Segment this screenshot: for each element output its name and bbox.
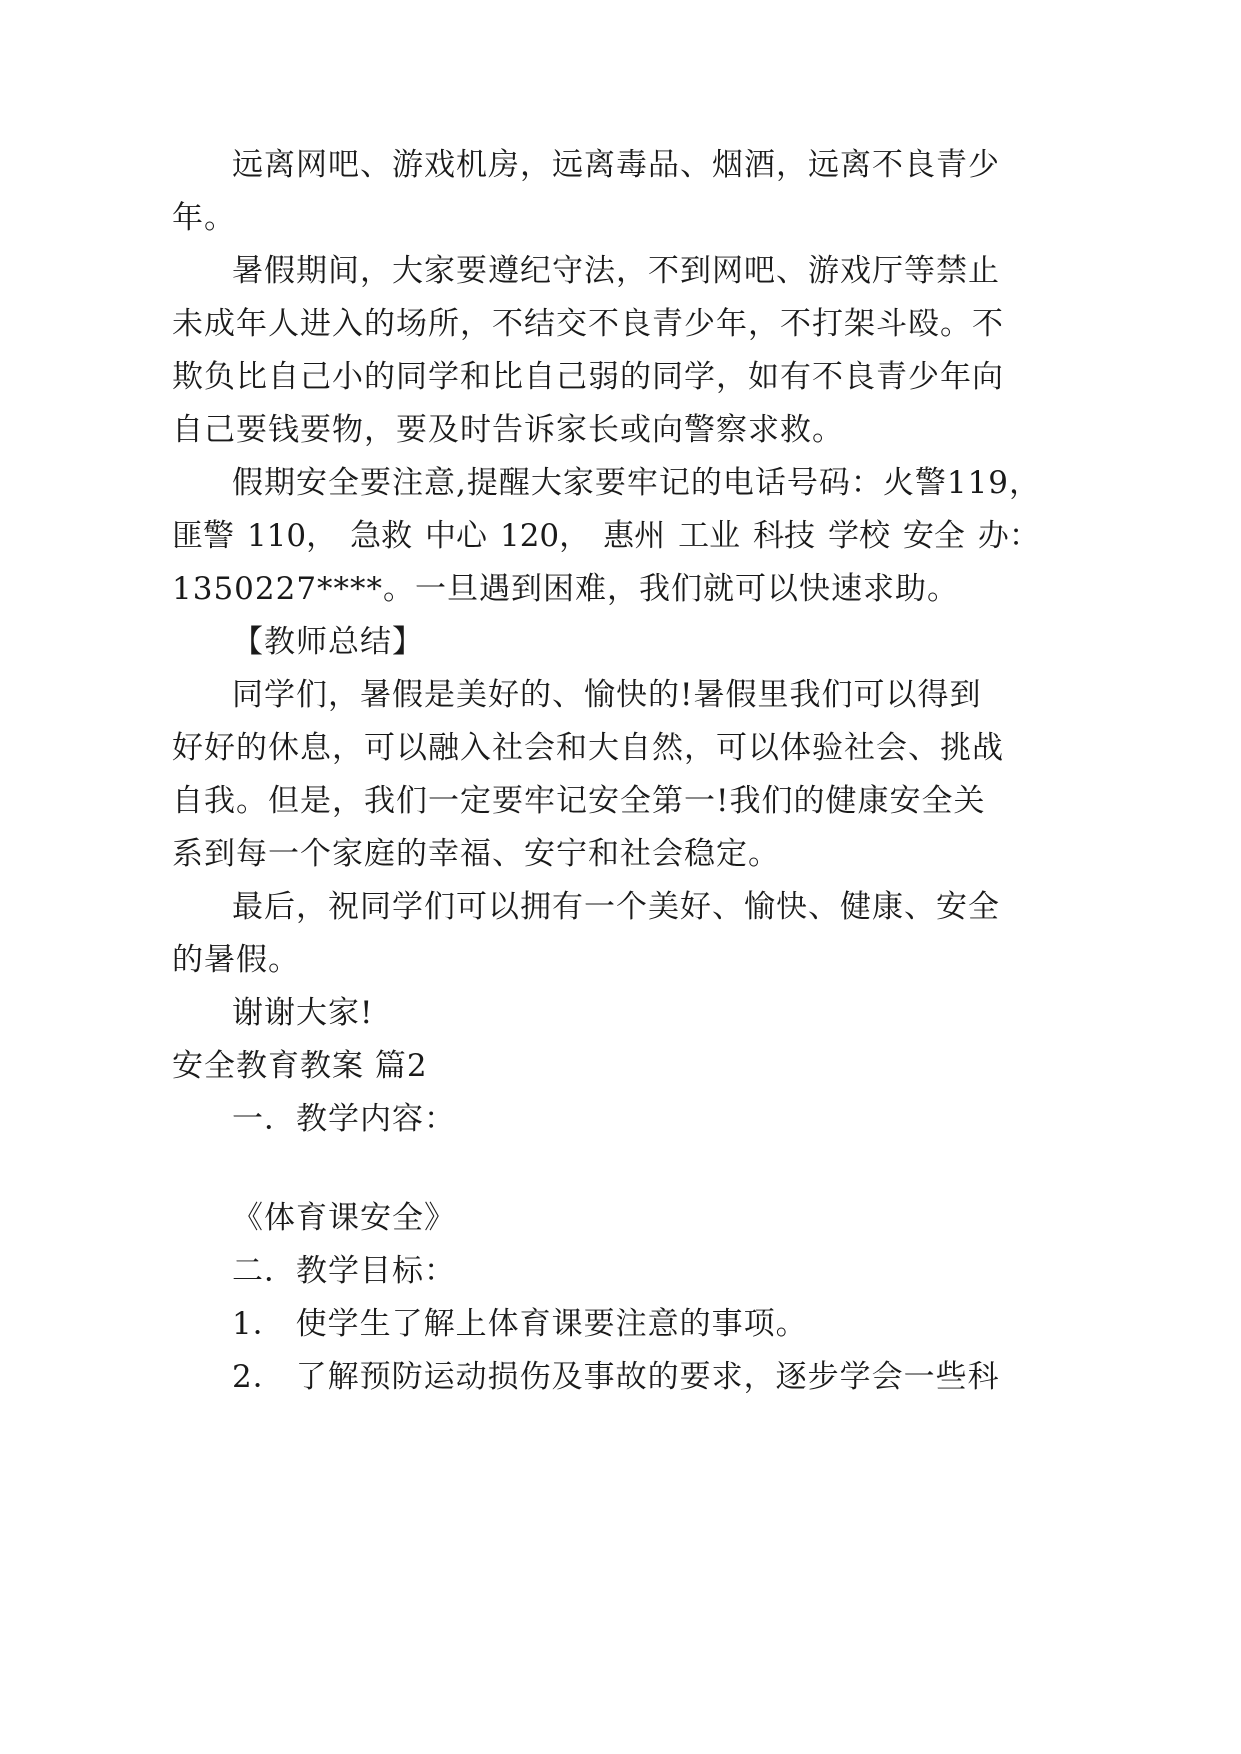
section-heading: 一．教学内容： bbox=[232, 1101, 456, 1137]
text-line: 好好的休息，可以融入社会和大自然，可以体验社会、挑战 bbox=[172, 730, 1004, 766]
text-line: 自我。但是，我们一定要牢记安全第一!我们的健康安全关 bbox=[172, 783, 986, 819]
text-line: 欺负比自己小的同学和比自己弱的同学，如有不良青少年向 bbox=[172, 359, 1004, 395]
text-segment: 110， bbox=[246, 518, 338, 554]
text-line: 年。 bbox=[172, 200, 236, 236]
text-segment: 办： bbox=[977, 518, 1040, 554]
text-line: 远离网吧、游戏机房，远离毒品、烟酒，远离不良青少 bbox=[232, 147, 1000, 183]
text-segment: 工业 bbox=[678, 518, 741, 554]
text-line: 的暑假。 bbox=[172, 942, 300, 978]
text-segment: 惠州 bbox=[603, 518, 666, 554]
text-line: 最后，祝同学们可以拥有一个美好、愉快、健康、安全 bbox=[232, 889, 1000, 925]
text-line: 1350227****。一旦遇到困难，我们就可以快速求助。 bbox=[172, 571, 960, 607]
text-segment: 急救 bbox=[350, 518, 413, 554]
text-segment: 学校 bbox=[827, 518, 890, 554]
text-line: 《体育课安全》 bbox=[232, 1200, 456, 1236]
text-line: 系到每一个家庭的幸福、安宁和社会稳定。 bbox=[172, 836, 780, 872]
text-segment: 中心 bbox=[425, 518, 488, 554]
text-segment: 120， bbox=[499, 518, 591, 554]
text-segment: 安全 bbox=[902, 518, 965, 554]
text-segment: 匪警 bbox=[172, 518, 234, 554]
list-item: 2． 了解预防运动损伤及事故的要求，逐步学会一些科 bbox=[232, 1359, 1000, 1395]
text-line: 谢谢大家! bbox=[232, 995, 374, 1031]
section-heading: 二．教学目标： bbox=[232, 1253, 456, 1289]
text-line: 同学们，暑假是美好的、愉快的!暑假里我们可以得到 bbox=[232, 677, 982, 713]
text-segment: 科技 bbox=[753, 518, 816, 554]
section-heading: 【教师总结】 bbox=[232, 624, 424, 660]
text-line: 假期安全要注意,提醒大家要牢记的电话号码：火警119， bbox=[232, 465, 1042, 501]
text-line-justified bbox=[172, 516, 1040, 556]
text-line: 自己要钱要物，要及时告诉家长或向警察求救。 bbox=[172, 412, 844, 448]
list-item: 1． 使学生了解上体育课要注意的事项。 bbox=[232, 1306, 808, 1342]
text-line: 暑假期间，大家要遵纪守法，不到网吧、游戏厅等禁止 bbox=[232, 253, 1000, 289]
text-line: 未成年人进入的场所，不结交不良青少年，不打架斗殴。不 bbox=[172, 306, 1004, 342]
document-title: 安全教育教案 篇2 bbox=[172, 1048, 428, 1084]
